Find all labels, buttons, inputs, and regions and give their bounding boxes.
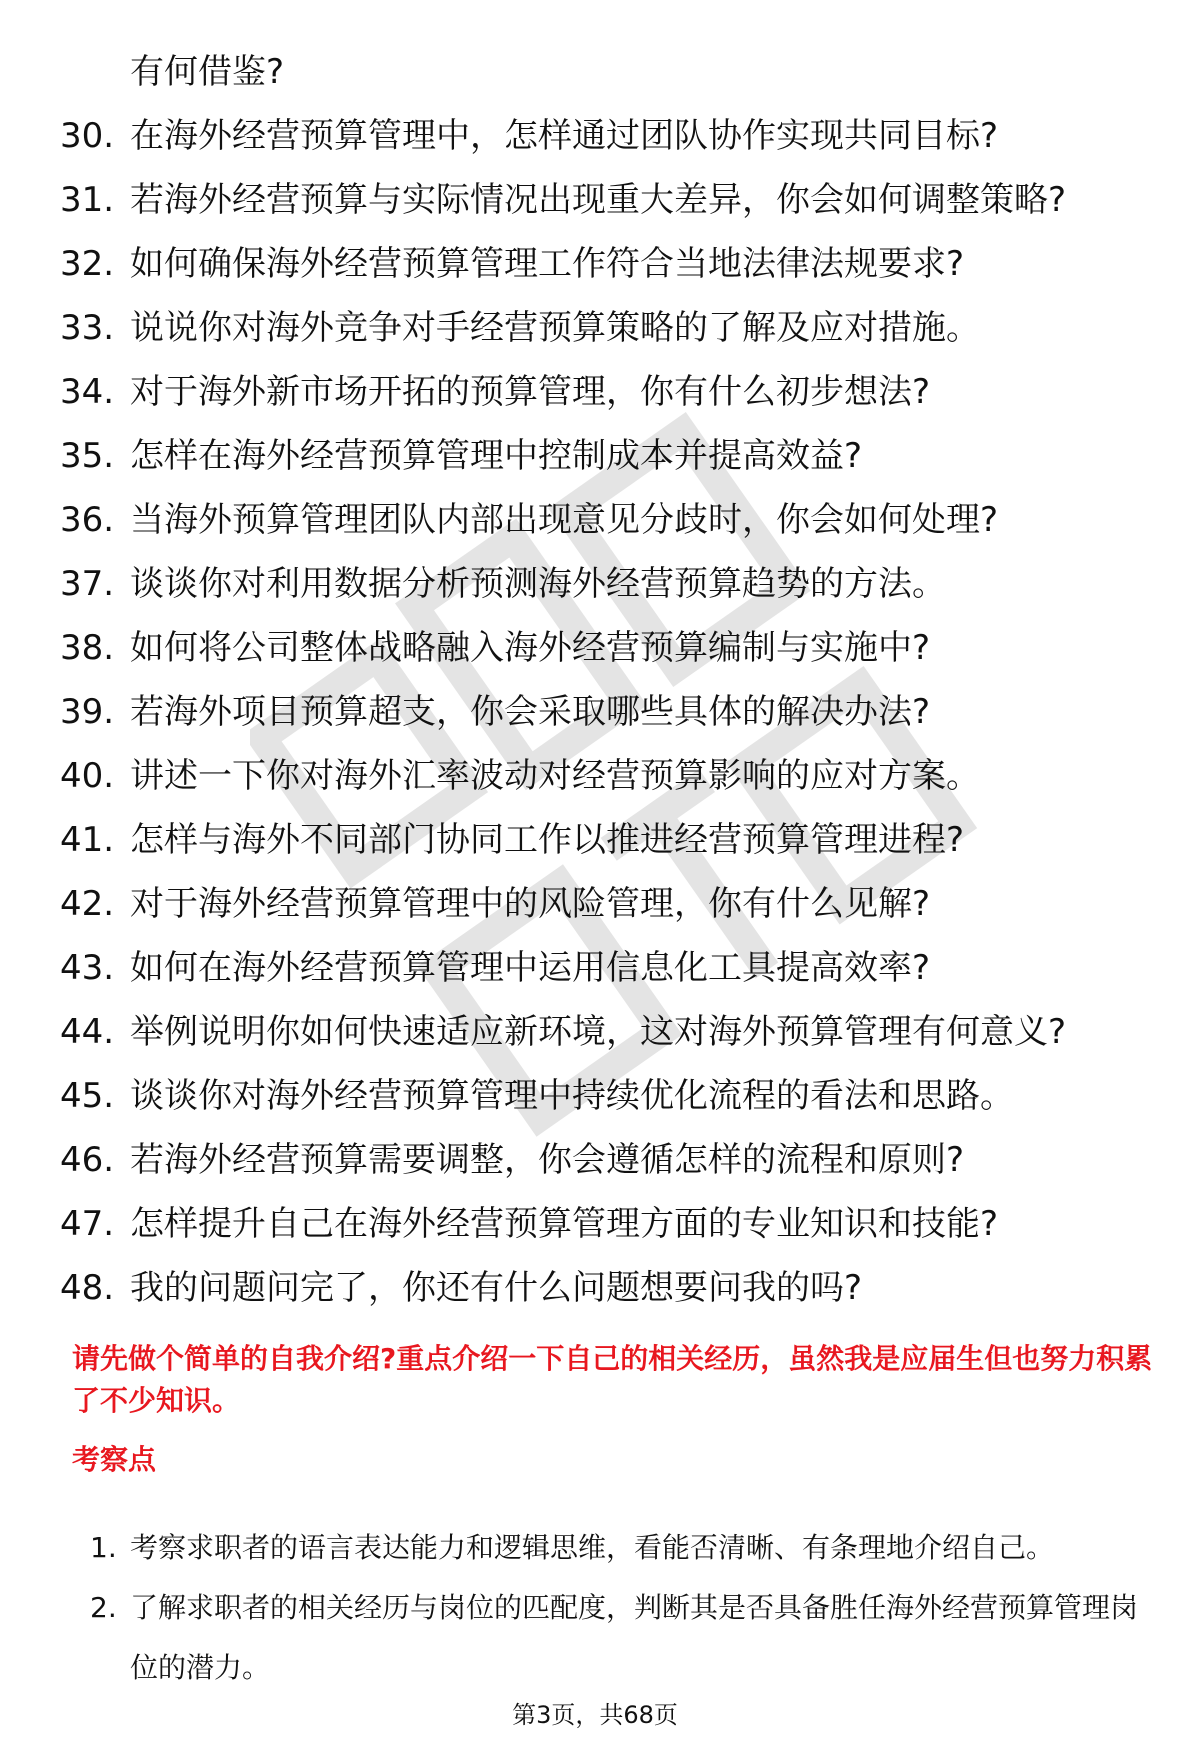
question-number: 42.: [60, 884, 115, 924]
list-item: [0, 296, 1190, 360]
question-text: 如何在海外经营预算管理中运用信息化工具提高效率?: [130, 948, 931, 988]
list-item: [0, 40, 1190, 104]
list-item: [0, 1064, 1190, 1128]
question-text: 如何确保海外经营预算管理工作符合当地法律法规要求?: [130, 244, 965, 284]
list-item: [0, 104, 1190, 168]
list-item: [0, 1128, 1190, 1192]
list-item: [0, 1192, 1190, 1256]
question-number: 34.: [60, 372, 115, 412]
list-item: [0, 552, 1190, 616]
assessment-points: [0, 1518, 1190, 1698]
list-item: [0, 1256, 1190, 1320]
list-item: [0, 744, 1190, 808]
question-number: 48.: [60, 1268, 115, 1308]
question-number: 31.: [60, 180, 115, 220]
page-footer: 第3页，共68页: [512, 1701, 678, 1729]
list-item: [0, 808, 1190, 872]
highlight-question: 请先做个简单的自我介绍?重点介绍一下自己的相关经历，虽然我是应届生但也努力积累了不少知识。: [72, 1342, 1153, 1417]
point-number: 2.: [90, 1591, 117, 1624]
question-number: 41.: [60, 820, 115, 860]
list-item: [0, 1518, 1190, 1578]
list-item: [0, 424, 1190, 488]
list-item: [0, 936, 1190, 1000]
question-text: 在海外经营预算管理中，怎样通过团队协作实现共同目标?: [130, 116, 999, 156]
list-item: [0, 616, 1190, 680]
question-text: 讲述一下你对海外汇率波动对经营预算影响的应对方案。: [130, 756, 980, 796]
point-text: 了解求职者的相关经历与岗位的匹配度，判断其是否具备胜任海外经营预算管理岗位的潜力。: [130, 1591, 1139, 1684]
question-text: 当海外预算管理团队内部出现意见分歧时，你会如何处理?: [130, 500, 999, 540]
question-number: 33.: [60, 308, 115, 348]
question-number: 38.: [60, 628, 115, 668]
question-text: 若海外经营预算与实际情况出现重大差异，你会如何调整策略?: [130, 180, 1067, 220]
question-number: 40.: [60, 756, 115, 796]
point-number: 1.: [90, 1531, 117, 1564]
question-text: 举例说明你如何快速适应新环境，这对海外预算管理有何意义?: [130, 1012, 1067, 1052]
question-text: 如何将公司整体战略融入海外经营预算编制与实施中?: [130, 628, 931, 668]
list-item: [0, 1578, 1190, 1698]
question-text: 我的问题问完了，你还有什么问题想要问我的吗?: [130, 1268, 863, 1308]
question-list: [0, 40, 1190, 1320]
question-text: 有何借鉴?: [130, 52, 285, 92]
question-text: 谈谈你对海外经营预算管理中持续优化流程的看法和思路。: [130, 1076, 1014, 1116]
question-text: 对于海外经营预算管理中的风险管理，你有什么见解?: [130, 884, 931, 924]
point-text: 考察求职者的语言表达能力和逻辑思维，看能否清晰、有条理地介绍自己。: [130, 1531, 1055, 1564]
question-number: 30.: [60, 116, 115, 156]
question-text: 怎样与海外不同部门协同工作以推进经营预算管理进程?: [130, 820, 965, 860]
question-number: 46.: [60, 1140, 115, 1180]
question-number: 43.: [60, 948, 115, 988]
list-item: [0, 872, 1190, 936]
question-text: 怎样提升自己在海外经营预算管理方面的专业知识和技能?: [130, 1204, 999, 1244]
question-text: 谈谈你对利用数据分析预测海外经营预算趋势的方法。: [130, 564, 946, 604]
question-number: 36.: [60, 500, 115, 540]
list-item: [0, 168, 1190, 232]
question-text: 对于海外新市场开拓的预算管理，你有什么初步想法?: [130, 372, 931, 412]
question-number: 35.: [60, 436, 115, 476]
section-title: 考察点: [72, 1443, 157, 1476]
question-number: 37.: [60, 564, 115, 604]
question-number: 32.: [60, 244, 115, 284]
question-text: 说说你对海外竞争对手经营预算策略的了解及应对措施。: [130, 308, 980, 348]
question-text: 怎样在海外经营预算管理中控制成本并提高效益?: [130, 436, 863, 476]
list-item: [0, 1000, 1190, 1064]
question-text: 若海外项目预算超支，你会采取哪些具体的解决办法?: [130, 692, 931, 732]
question-number: 45.: [60, 1076, 115, 1116]
question-number: 47.: [60, 1204, 115, 1244]
question-number: 44.: [60, 1012, 115, 1052]
list-item: [0, 680, 1190, 744]
question-text: 若海外经营预算需要调整，你会遵循怎样的流程和原则?: [130, 1140, 965, 1180]
question-number: 39.: [60, 692, 115, 732]
list-item: [0, 360, 1190, 424]
list-item: [0, 488, 1190, 552]
list-item: [0, 232, 1190, 296]
